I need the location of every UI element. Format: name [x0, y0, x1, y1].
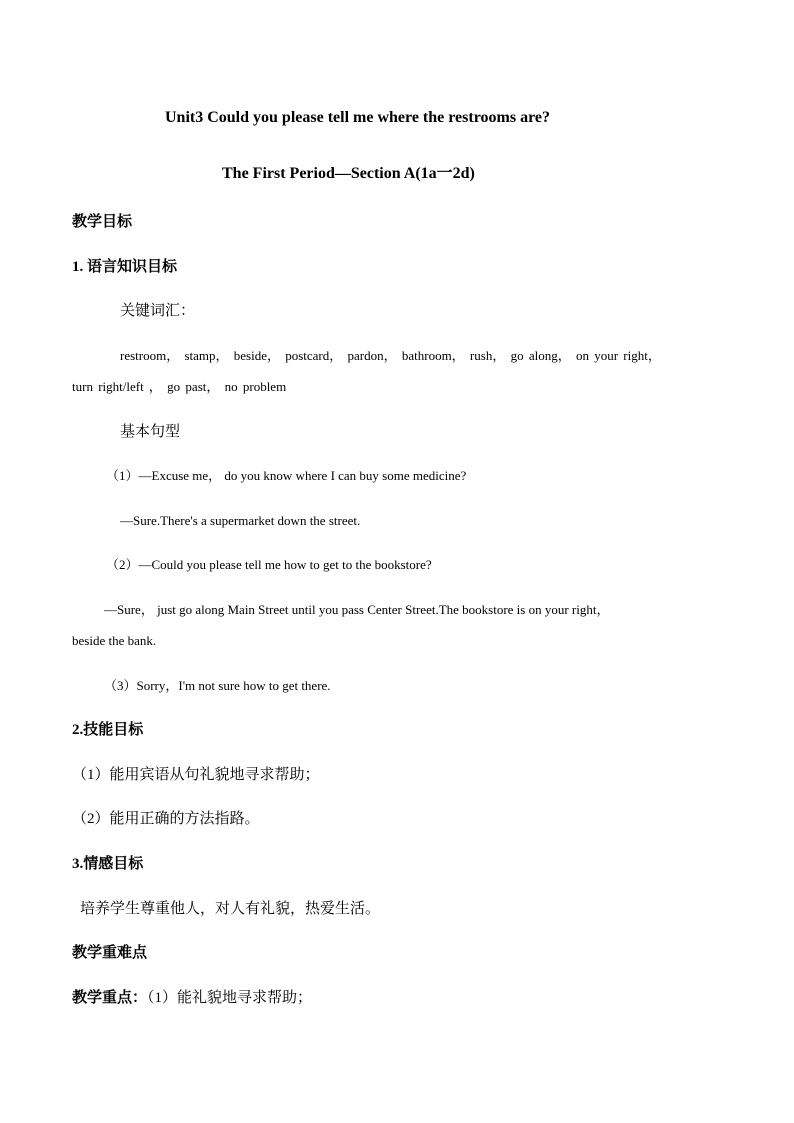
- emotion-item-1: 培养学生尊重他人，对人有礼貌，热爱生活。: [80, 901, 381, 917]
- objectives-heading: 教学目标: [72, 214, 133, 230]
- key-label: 教学重点：: [72, 990, 148, 1006]
- key-heading: 教学重难点: [72, 945, 148, 961]
- lang-heading: 1. 语言知识目标: [72, 259, 178, 275]
- key-line: [72, 989, 312, 1007]
- sentence-1b: —Sure.There's a supermarket down the street.: [120, 513, 361, 528]
- sentence-1a: （1）—Excuse me， do you know where I can buy some medicine?: [106, 468, 467, 483]
- skill-heading: 2.技能目标: [72, 722, 144, 738]
- sentence-3: （3）Sorry，I'm not sure how to get there.: [104, 678, 331, 693]
- skill-item-2: （2）能用正确的方法指路。: [72, 811, 260, 827]
- emotion-heading: 3.情感目标: [72, 856, 144, 872]
- doc-title: Unit3 Could you please tell me where the restrooms are?: [165, 109, 550, 126]
- sentence-2a: （2）—Could you please tell me how to get to the bookstore?: [106, 557, 432, 572]
- sentence-2c: beside the bank.: [72, 633, 157, 648]
- skill-item-1: （1）能用宾语从句礼貌地寻求帮助；: [72, 767, 320, 783]
- key-item-1: （1）能礼貌地寻求帮助；: [147, 990, 313, 1006]
- vocab-line-1: restroom， stamp， beside， postcard， pardon， bathroom， rush， go along， on your right，: [120, 348, 661, 363]
- sentence-label: 基本句型: [120, 424, 181, 440]
- vocab-label: 关键词汇：: [120, 303, 196, 319]
- vocab-line-2: turn right/left ， go past， no problem: [72, 379, 287, 394]
- sentence-2b: —Sure， just go along Main Street until you pass Center Street.The bookstore is on your right，: [104, 602, 610, 617]
- doc-subtitle: The First Period—Section A(1a一2d): [222, 165, 475, 182]
